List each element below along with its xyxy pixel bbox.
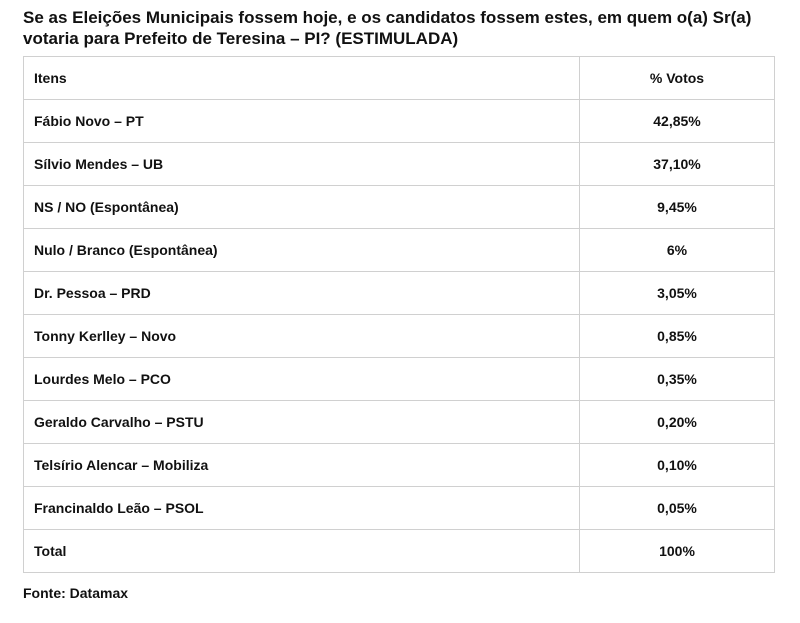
table-row: [24, 401, 775, 444]
table-row: [24, 444, 775, 487]
row-item-label: Tonny Kerlley – Novo: [24, 315, 580, 358]
table-row: [24, 143, 775, 186]
row-vote-value: 42,85%: [580, 100, 775, 143]
row-item-label: Lourdes Melo – PCO: [24, 358, 580, 401]
row-vote-value: 0,85%: [580, 315, 775, 358]
row-vote-value: 0,10%: [580, 444, 775, 487]
row-item-label: Sílvio Mendes – UB: [24, 143, 580, 186]
table-row: [24, 100, 775, 143]
row-vote-value: 6%: [580, 229, 775, 272]
row-vote-value: 100%: [580, 530, 775, 573]
row-item-label: Nulo / Branco (Espontânea): [24, 229, 580, 272]
table-row: [24, 229, 775, 272]
row-item-label: NS / NO (Espontânea): [24, 186, 580, 229]
source-note: Fonte: Datamax: [23, 585, 129, 601]
row-vote-value: 0,05%: [580, 487, 775, 530]
table-row: [24, 315, 775, 358]
table-row: [24, 272, 775, 315]
table-row: [24, 487, 775, 530]
row-vote-value: 0,35%: [580, 358, 775, 401]
row-item-label: Fábio Novo – PT: [24, 100, 580, 143]
column-header-items: Itens: [24, 57, 580, 100]
row-vote-value: 3,05%: [580, 272, 775, 315]
row-vote-value: 37,10%: [580, 143, 775, 186]
table-row: [24, 530, 775, 573]
row-item-label: Telsírio Alencar – Mobiliza: [24, 444, 580, 487]
column-header-votes: % Votos: [580, 57, 775, 100]
poll-results-table: [23, 56, 775, 573]
row-item-label: Total: [24, 530, 580, 573]
row-item-label: Francinaldo Leão – PSOL: [24, 487, 580, 530]
table-row: [24, 358, 775, 401]
table-header-row: [24, 57, 775, 100]
row-vote-value: 9,45%: [580, 186, 775, 229]
chart-title: Se as Eleições Municipais fossem hoje, e os candidatos fossem estes, em quem o(a) Sr(a) votaria para Prefeito de Teresina – PI? (ESTIMULADA): [23, 8, 752, 48]
row-vote-value: 0,20%: [580, 401, 775, 444]
row-item-label: Dr. Pessoa – PRD: [24, 272, 580, 315]
row-item-label: Geraldo Carvalho – PSTU: [24, 401, 580, 444]
table-row: [24, 186, 775, 229]
